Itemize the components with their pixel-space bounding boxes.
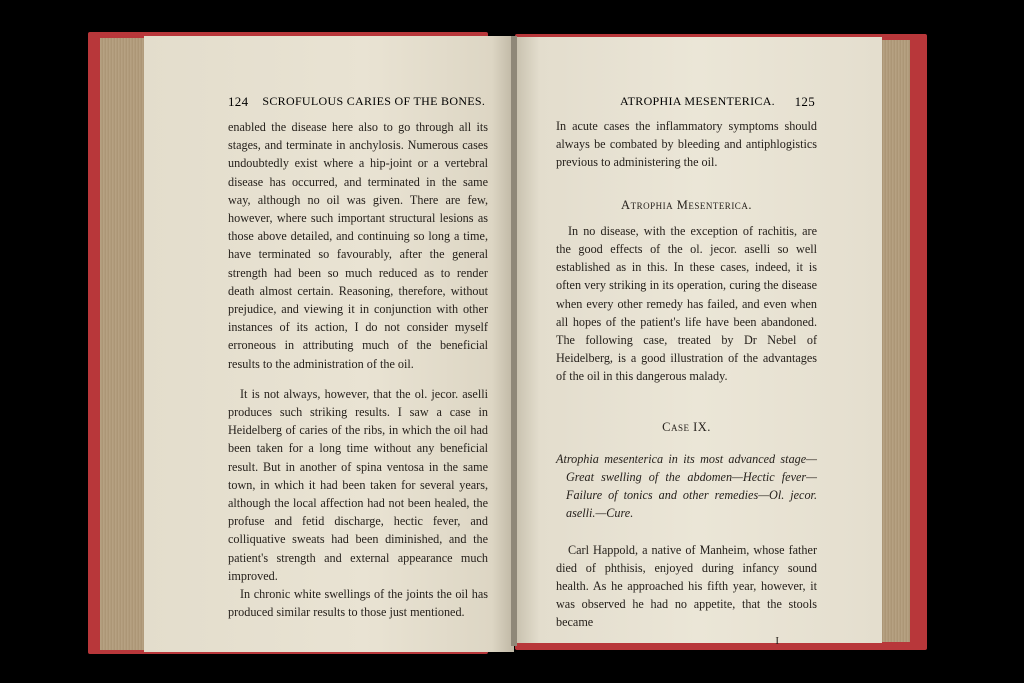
- right-page-number: 125: [794, 94, 815, 109]
- signature-mark: I: [775, 634, 779, 647]
- left-paragraph-2: It is not always, however, that the ol. jecor. aselli produces such striking results. I saw a case in Heidelberg of caries of the ribs, in which the oil had been taken for a long time without any beneficial result. But in another of spina ventosa in the same town, in which it had been taken for several years, although the local affection had not been healed, the profuse and fetid discharge, hectic fever, and colliquative sweats had been diminished, and the patient's strength and external appearance much improved.: [228, 386, 488, 583]
- right-running-head: [620, 94, 815, 110]
- section-heading: Atrophia Mesenterica.: [621, 197, 752, 212]
- right-page-text: [556, 117, 817, 650]
- left-running-title: SCROFULOUS CARIES OF THE BONES.: [262, 94, 486, 108]
- right-opening-paragraph: In acute cases the inflammatory symptoms should always be combated by bleeding and antiphlogistics previous to administering the oil.: [556, 119, 817, 170]
- case-paragraph: Carl Happold, a native of Manheim, whose father died of phthisis, enjoyed during infancy sound health. As he approached his fifth year, however, it was observed he had no appetite, that the stools became: [556, 542, 817, 630]
- page-edges-right: [880, 40, 910, 642]
- left-paragraph-3: In chronic white swellings of the joints the oil has produced similar results to those just mentioned.: [228, 587, 488, 620]
- left-page-number: 124: [228, 94, 249, 109]
- left-paragraph-1: enabled the disease here also to go through all its stages, and terminate in anchylosis. Numerous cases undoubtedly exist where a hip-joint or a vertebral disease has occurred, and terminated in the same way, although no oil was given. There are few, however, where such important structural lesions as those above detailed, and continuing so long a time, have terminated so favourably, after the general strength had been so much reduced as to render death almost certain. Reasoning, therefore, without prejudice, and viewing it in conjunction with other instances of its action, I do not consider myself erroneous in attributing much of the beneficial results to the administration of the oil.: [228, 120, 488, 371]
- case-summary: Atrophia mesenterica in its most advanced stage—Great swelling of the abdomen—Hectic fever—Failure of tonics and other remedies—Ol. jecor. aselli.—Cure.: [556, 451, 817, 521]
- book-gutter: [511, 36, 517, 646]
- right-running-title: ATROPHIA MESENTERICA.: [620, 94, 775, 108]
- left-running-head: [228, 94, 488, 110]
- left-page-text: [228, 118, 488, 621]
- page-edges-left: [100, 38, 146, 650]
- section-paragraph: In no disease, with the exception of rachitis, are the good effects of the ol. jecor. aselli so well established as in this. In these cases, indeed, it is often very striking in its operation, curing the disease when every other remedy has failed, and even when all hopes of the patient's life have been abandoned. The following case, treated by Dr Nebel of Heidelberg, is a good illustration of the advantages of the oil in this dangerous malady.: [556, 223, 817, 384]
- case-heading: Case IX.: [662, 419, 711, 434]
